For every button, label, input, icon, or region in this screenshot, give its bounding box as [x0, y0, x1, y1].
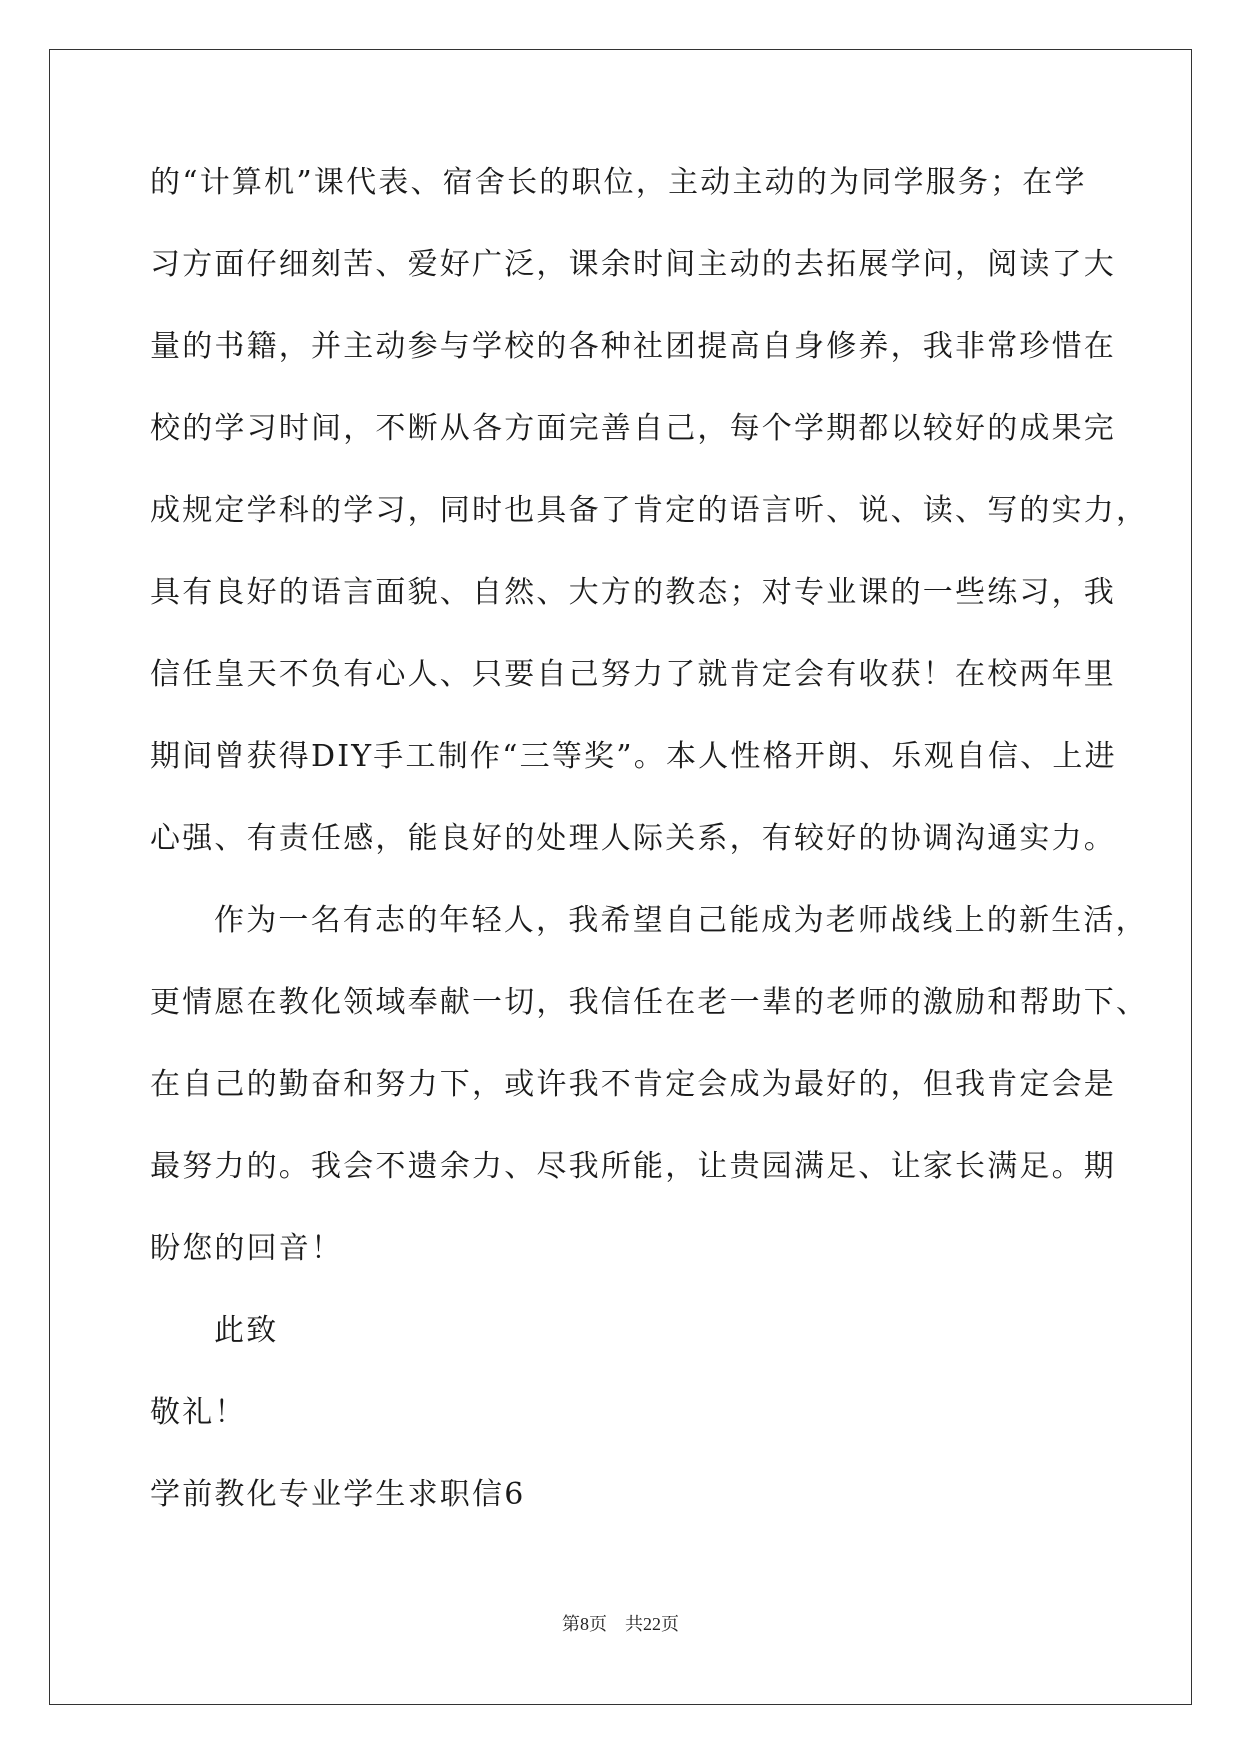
section-title: 学前教化专业学生求职信6: [150, 1477, 526, 1512]
total-pages: 共22页: [625, 1614, 679, 1634]
page-footer: [0, 1610, 1241, 1636]
text-line: 信任皇天不负有心人、只要自己努力了就肯定会有收获！在校两年里: [150, 657, 1116, 692]
text-line: 成规定学科的学习，同时也具备了肯定的语言听、说、读、写的实力，: [150, 493, 1149, 528]
text-line: 心强、有责任感，能良好的处理人际关系，有较好的协调沟通实力。: [150, 821, 1116, 856]
letter-body: [150, 163, 1149, 1557]
paragraph-1: [150, 163, 1149, 901]
text-line: 校的学习时间，不断从各方面完善自己，每个学期都以较好的成果完: [150, 411, 1116, 446]
text-line: 量的书籍，并主动参与学校的各种社团提高自身修养，我非常珍惜在: [150, 329, 1116, 364]
text-line: 盼您的回音！: [150, 1231, 344, 1266]
text-line: 最努力的。我会不遗余力、尽我所能，让贵园满足、让家长满足。期: [150, 1149, 1116, 1184]
text-line: 习方面仔细刻苦、爱好广泛，课余时间主动的去拓展学问，阅读了大: [150, 247, 1116, 282]
text-line: 的“计算机”课代表、宿舍长的职位，主动主动的为同学服务；在学: [150, 165, 1087, 200]
closing-line: 此致: [214, 1313, 279, 1348]
salutation-line: 敬礼！: [150, 1395, 247, 1430]
paragraph-2: [150, 901, 1149, 1311]
text-line: 作为一名有志的年轻人，我希望自己能成为老师战线上的新生活，: [214, 903, 1148, 938]
text-line: 更情愿在教化领域奉献一切，我信任在老一辈的老师的激励和帮助下、: [150, 985, 1149, 1020]
text-line: 具有良好的语言面貌、自然、大方的教态；对专业课的一些练习，我: [150, 575, 1116, 610]
page-number: 第8页: [562, 1614, 607, 1634]
text-line: 期间曾获得DIY手工制作“三等奖”。本人性格开朗、乐观自信、上进: [150, 739, 1117, 774]
text-line: 在自己的勤奋和努力下，或许我不肯定会成为最好的，但我肯定会是: [150, 1067, 1116, 1102]
